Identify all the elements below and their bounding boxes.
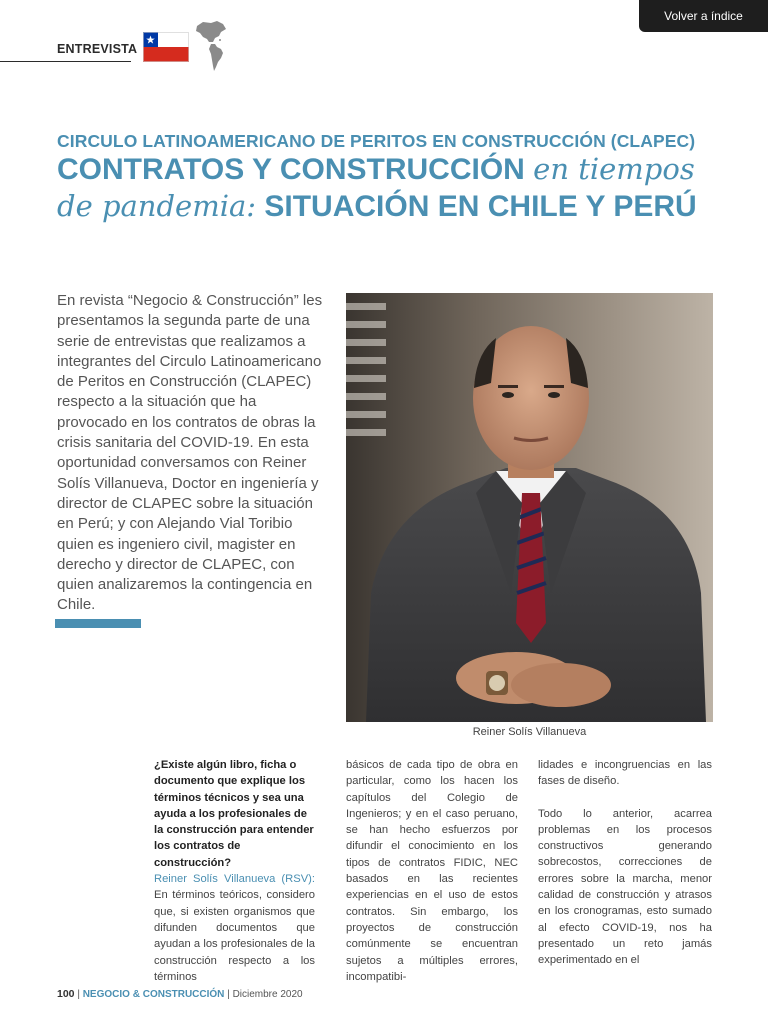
page-number: 100 [57, 988, 75, 1000]
article-column-3 [538, 757, 712, 969]
footer-separator: | [227, 989, 230, 1000]
article-kicker: CIRCULO LATINOAMERICANO DE PERITOS EN CONSTRUCCIÓN (CLAPEC) [57, 131, 696, 151]
answer-paragraph-2: Todo lo anterior, acarrea problemas en los procesos constructivos generando sobrecostos, correcciones de errores sobre la marcha, menor calidad de construcción y atrasos en los cronogramas, esto sumado al efecto COVID-19, nos ha presentado un reto jamás experimentado en el [538, 807, 712, 967]
section-divider [0, 61, 131, 62]
title-part-2-italic: en tiempos de pandemia: [57, 152, 695, 223]
back-to-index-button[interactable]: Volver a índice [639, 0, 768, 32]
americas-map-icon [193, 20, 229, 72]
footer-separator: | [77, 989, 80, 1000]
answer-continuation: básicos de cada tipo de obra en particular, como los hacen los capítulos del Colegio de Ingenieros; y en el caso peruano, se han hecho esfuerzos por difundir el conocimiento en los tipos de contratos FIDIC, NEC basados en las recientes experiencias en el uso de estos contratos. Sin embargo, los proyectos de construcción comúnmente se encuentran sujetos a múltiples errores, incompatibi- [346, 759, 518, 983]
title-part-3: SITUACIÓN EN CHILE Y PERÚ [264, 190, 697, 223]
article-column-2 [346, 757, 518, 985]
article-title [57, 151, 737, 225]
page-footer [57, 988, 303, 1000]
section-label: ENTREVISTA [57, 42, 138, 56]
title-part-1: CONTRATOS Y CONSTRUCCIÓN [57, 153, 525, 186]
intro-accent-bar [55, 619, 141, 628]
magazine-name-part-2: & CONSTRUCCIÓN [132, 989, 225, 1000]
answer-text: En términos teóricos, considero que, si existen organismos que difunden documentos que ayudan a los profesionales de la construcción respecto a los términos [154, 889, 315, 983]
interview-question: ¿Existe algún libro, ficha o documento que explique los términos técnicos y sea una ayuda a los profesionales de la construcción para entender los contratos de construcción? [154, 759, 314, 869]
portrait-photo [346, 293, 713, 722]
speaker-label: Reiner Solís Villanueva (RSV): [154, 873, 315, 886]
photo-caption: Reiner Solís Villanueva [472, 726, 587, 738]
chile-flag-icon [143, 32, 189, 62]
issue-date: Diciembre 2020 [232, 989, 303, 1000]
article-column-1 [154, 757, 315, 985]
magazine-name-part-1: NEGOCIO [82, 989, 130, 1000]
intro-paragraph: En revista “Negocio & Construcción” les presentamos la segunda parte de una serie de entrevistas que realizamos a integrantes del Circulo Latinoamericano de Peritos en Construcción (CLAPEC) respecto a la situación que ha provocado en los contratos de obras la crisis sanitaria del COVID-19. En esta oportunidad conversamos con Reiner Solís Villanueva, Doctor en ingeniería y director de CLAPEC sobre la situación en Perú; y con Alejando Vial Toribio quien es ingeniero civil, magister en derecho y director de CLAPEC, con quien analizaremos la contingencia en Chile. [57, 292, 323, 614]
answer-paragraph-1: lidades e incongruencias en las fases de diseño. [538, 759, 712, 788]
